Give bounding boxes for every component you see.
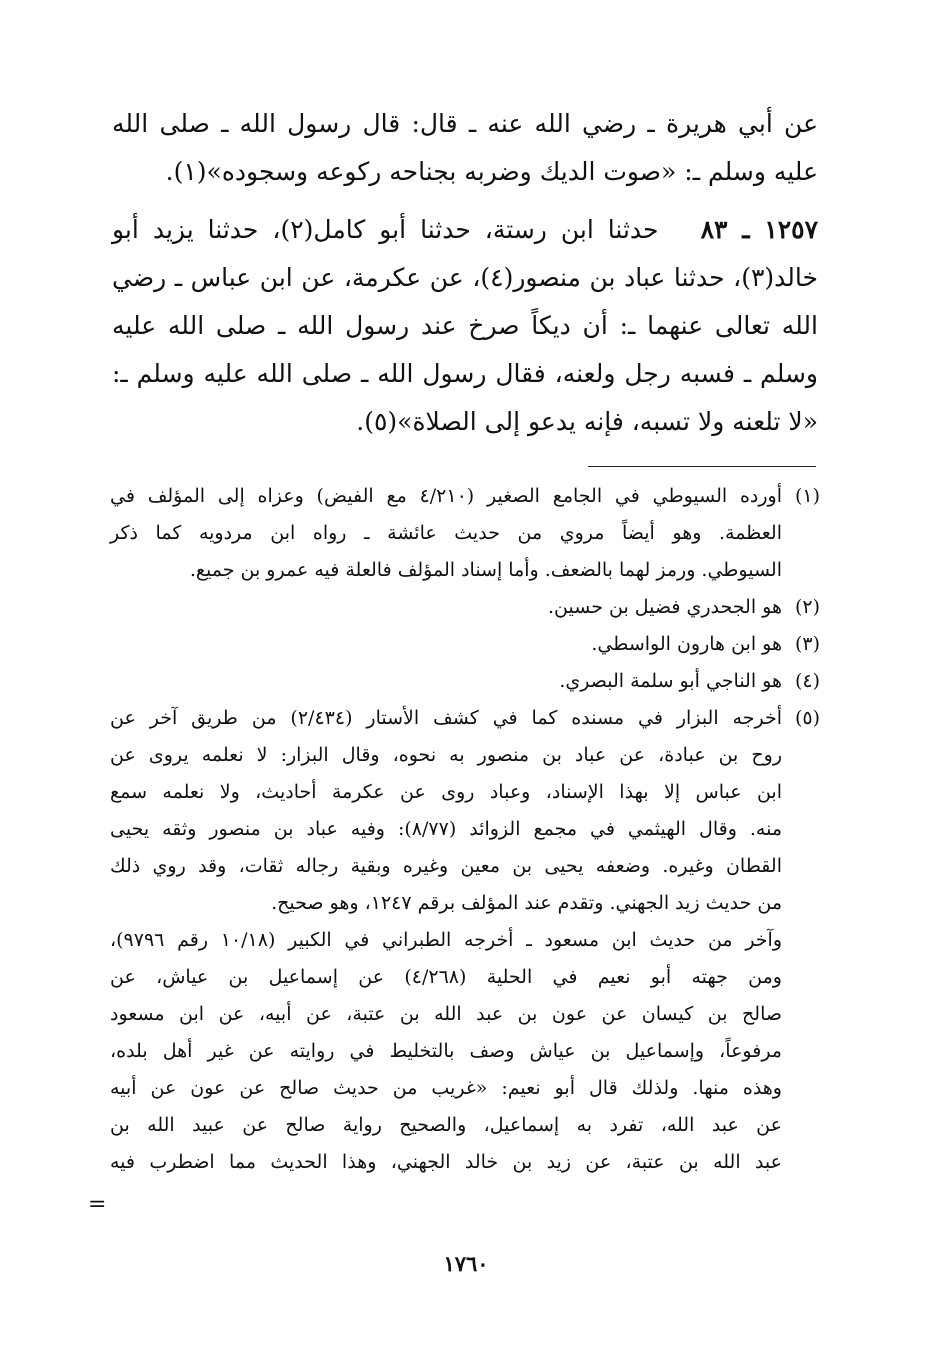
footnote-line: صالح بن كيسان عن عون بن عبد الله بن عتبة، عن أبيه، عن ابن مسعود xyxy=(110,1003,782,1025)
hadith-paragraph: عن أبي هريرة ـ رضي الله عنه ـ قال: قال رسول الله ـ صلى الله عليه وسلم ـ: «صوت الديك وضربه بجناحه ركوعه وسجوده»(١). xyxy=(112,109,818,186)
footnote-line: ومن جهته أبو نعيم في الحلية (٤/٢٦٨) عن إسماعيل بن عياش، عن xyxy=(110,966,782,988)
footnote xyxy=(110,589,820,626)
footnote xyxy=(110,626,820,663)
footnote-line: وآخر من حديث ابن مسعود ـ أخرجه الطبراني في الكبير (١٠/١٨ رقم ٩٧٩٦)، xyxy=(110,929,783,951)
footnote xyxy=(110,663,820,700)
main-text xyxy=(112,100,818,446)
hadith-entry xyxy=(112,206,818,446)
footnote-mark: (٣) xyxy=(794,633,820,655)
footnote-line: ابن عباس إلا بهذا الإسناد، وعباد روى عن عكرمة أحاديث، ولا نعلمه سمع xyxy=(110,781,782,803)
footnote-line: هو الجحدري فضيل بن حسين. xyxy=(548,596,782,618)
footnote-line: هو ابن هارون الواسطي. xyxy=(591,633,782,655)
footnotes xyxy=(110,478,820,1181)
footnote-line: هو الناجي أبو سلمة البصري. xyxy=(559,670,782,692)
footnote-line: مرفوعاً، وإسماعيل بن عياش وصف بالتخليط في روايته عن غير أهل بلده، xyxy=(110,1040,782,1062)
footnote-line: روح بن عبادة، عن عباد بن منصور به نحوه، وقال البزار: لا نعلمه يروى عن xyxy=(110,744,782,766)
entry-text: حدثنا ابن رستة، حدثنا أبو كامل(٢)، حدثنا يزيد أبو خالد(٣)، حدثنا عباد بن منصور(٤)، عن عكرمة، عن ابن عباس ـ رضي الله تعالى عنهما ـ: أن ديكاً صرخ عند رسول الله ـ صلى الله عليه وسلم ـ فسبه رجل ولعنه، فقال رسول الله ـ صلى الله عليه وسلم ـ: «لا تلعنه ولا تسبه، فإنه يدعو إلى الصلاة»(٥). xyxy=(112,215,818,436)
entry-number: ١٢٥٧ ـ ٨٣ xyxy=(700,215,819,244)
continuation-mark: = xyxy=(88,1192,107,1217)
footnote-line: السيوطي. ورمز لهما بالضعف. وأما إسناد المؤلف فالعلة فيه عمرو بن جميع. xyxy=(189,559,782,581)
footnote-line: منه. وقال الهيثمي في مجمع الزوائد (٨/٧٧): وفيه عباد بن منصور وثقه يحيى xyxy=(110,818,782,840)
footnote-line: عبد الله بن عتبة، عن زيد بن خالد الجهني، وهذا الحديث مما اضطرب فيه xyxy=(110,1151,782,1173)
footnote-line: وهذه منها. ولذلك قال أبو نعيم: «غريب من حديث صالح عن عون عن أبيه xyxy=(110,1077,782,1099)
footnote-line: العظمة. وهو أيضاً مروي من حديث عائشة ـ رواه ابن مردويه كما ذكر xyxy=(110,522,782,544)
footnote-mark: (٤) xyxy=(794,670,820,692)
footnote-mark: (٢) xyxy=(794,596,820,618)
footnote-line: أورده السيوطي في الجامع الصغير (٤/٢١٠ مع الفيض) وعزاه إلى المؤلف في xyxy=(110,485,782,507)
page-number: ١٧٦٠ xyxy=(443,1251,489,1276)
footnote-line: من حديث زيد الجهني. وتقدم عند المؤلف برقم ١٢٤٧، وهو صحيح. xyxy=(271,892,782,914)
footnote xyxy=(110,478,820,589)
footnote-separator xyxy=(588,466,816,467)
footnote xyxy=(110,700,820,1181)
footnote-mark: (٥) xyxy=(794,707,820,729)
footnote-mark: (١) xyxy=(794,485,820,507)
footnote-line: القطان وغيره. وضعفه يحيى بن معين وغيره وبقية رجاله ثقات، وقد روي ذلك xyxy=(110,855,782,877)
footnote-line: أخرجه البزار في مسنده كما في كشف الأستار (٢/٤٣٤) من طريق آخر عن xyxy=(110,707,782,729)
footnote-line: عن عبد الله، تفرد به إسماعيل، والصحيح رواية صالح عن عبيد الله بن xyxy=(110,1114,782,1136)
